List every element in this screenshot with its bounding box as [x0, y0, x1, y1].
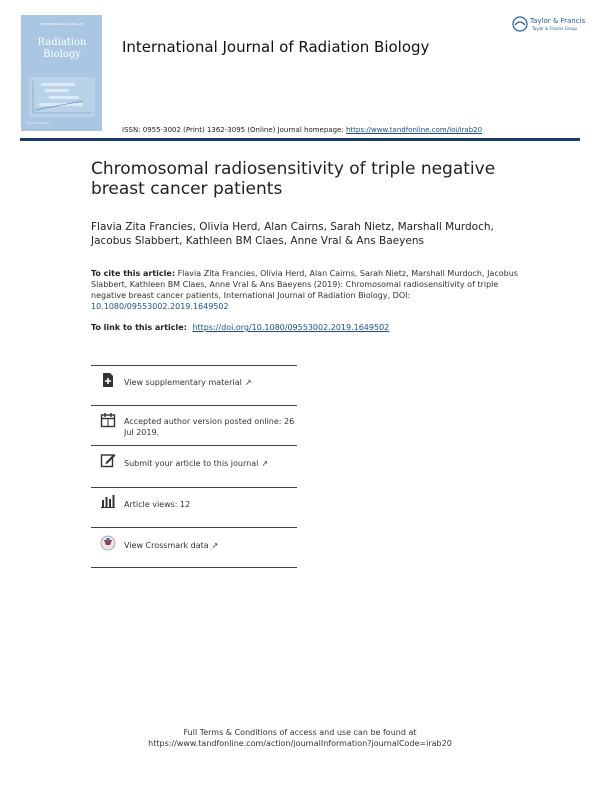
calendar-icon: [100, 412, 116, 428]
external-link-icon: ↗: [244, 378, 252, 387]
article-link-line: [91, 323, 389, 332]
footer-line1: Full Terms & Conditions of access and use can be found at: [183, 728, 417, 737]
row-divider: [91, 567, 297, 568]
bar-chart-icon: [100, 493, 116, 509]
article-views-text: Article views: 12: [124, 500, 191, 509]
issn-text: ISSN: 0955-3002 (Print) 1362-3095 (Online) Journal homepage:: [122, 126, 344, 134]
document-plus-icon: [100, 372, 116, 388]
journal-title: International Journal of Radiation Biology: [122, 38, 430, 56]
crossmark-link[interactable]: View Crossmark data ↗: [124, 541, 219, 550]
row-divider: [91, 445, 297, 446]
header-divider: [20, 138, 580, 141]
row-divider: [91, 365, 297, 366]
journal-homepage-link[interactable]: https://www.tandfonline.com/loi/irab20: [345, 126, 483, 134]
row-divider: [91, 487, 297, 488]
cite-text: Flavia Zita Francies, Olivia Herd, Alan Cairns, Sarah Nietz, Marshall Murdoch, Jacobus Slabbert, Kathleen BM Claes, Anne Vral & Ans Baeyens (2019): Chromosomal radiosensitivity of triple negative breast cancer patients, International Journal of Radiation Biology, DOI:: [91, 269, 518, 300]
publisher-logo-icon: [512, 16, 528, 32]
publisher-name: Taylor & Francis: [530, 17, 586, 25]
cover-footer: Taylor & Francis: [26, 121, 50, 125]
article-doi-link[interactable]: https://doi.org/10.1080/09553002.2019.1649502: [192, 323, 390, 332]
footer-journal-info-link[interactable]: https://www.tandfonline.com/action/journalInformation?journalCode=irab20: [148, 739, 452, 748]
cover-small-text: INTERNATIONAL JOURNAL OF: [40, 22, 84, 26]
accepted-date-text: Accepted author version posted online: 26 Jul 2019.: [124, 417, 295, 437]
terms-footer: [0, 727, 600, 749]
crossmark-icon: [100, 535, 116, 551]
view-supplementary-link[interactable]: View supplementary material ↗: [124, 378, 252, 387]
edit-icon: [100, 452, 116, 468]
cite-label: To cite this article:: [91, 269, 176, 278]
row-divider: [91, 405, 297, 406]
cover-graphic: [21, 15, 102, 131]
publisher-group: Taylor & Francis Group: [532, 26, 577, 31]
publisher-logo: [512, 16, 586, 36]
article-authors: Flavia Zita Francies, Olivia Herd, Alan Cairns, Sarah Nietz, Marshall Murdoch, Jacobus Slabbert, Kathleen BM Claes, Anne Vral & Ans Baeyens: [91, 221, 494, 247]
submit-article-link[interactable]: Submit your article to this journal ↗: [124, 459, 269, 468]
external-link-icon: ↗: [211, 541, 219, 550]
link-label: To link to this article:: [91, 323, 187, 332]
citation-block: [91, 268, 531, 312]
external-link-icon: ↗: [261, 459, 269, 468]
row-divider: [91, 527, 297, 528]
article-title: Chromosomal radiosensitivity of triple negative breast cancer patients: [91, 159, 496, 199]
cite-doi-link[interactable]: 10.1080/09553002.2019.1649502: [91, 302, 229, 311]
cover-title: Radiation Biology: [37, 37, 87, 60]
journal-cover: [21, 15, 102, 131]
issn-line: [122, 126, 482, 134]
